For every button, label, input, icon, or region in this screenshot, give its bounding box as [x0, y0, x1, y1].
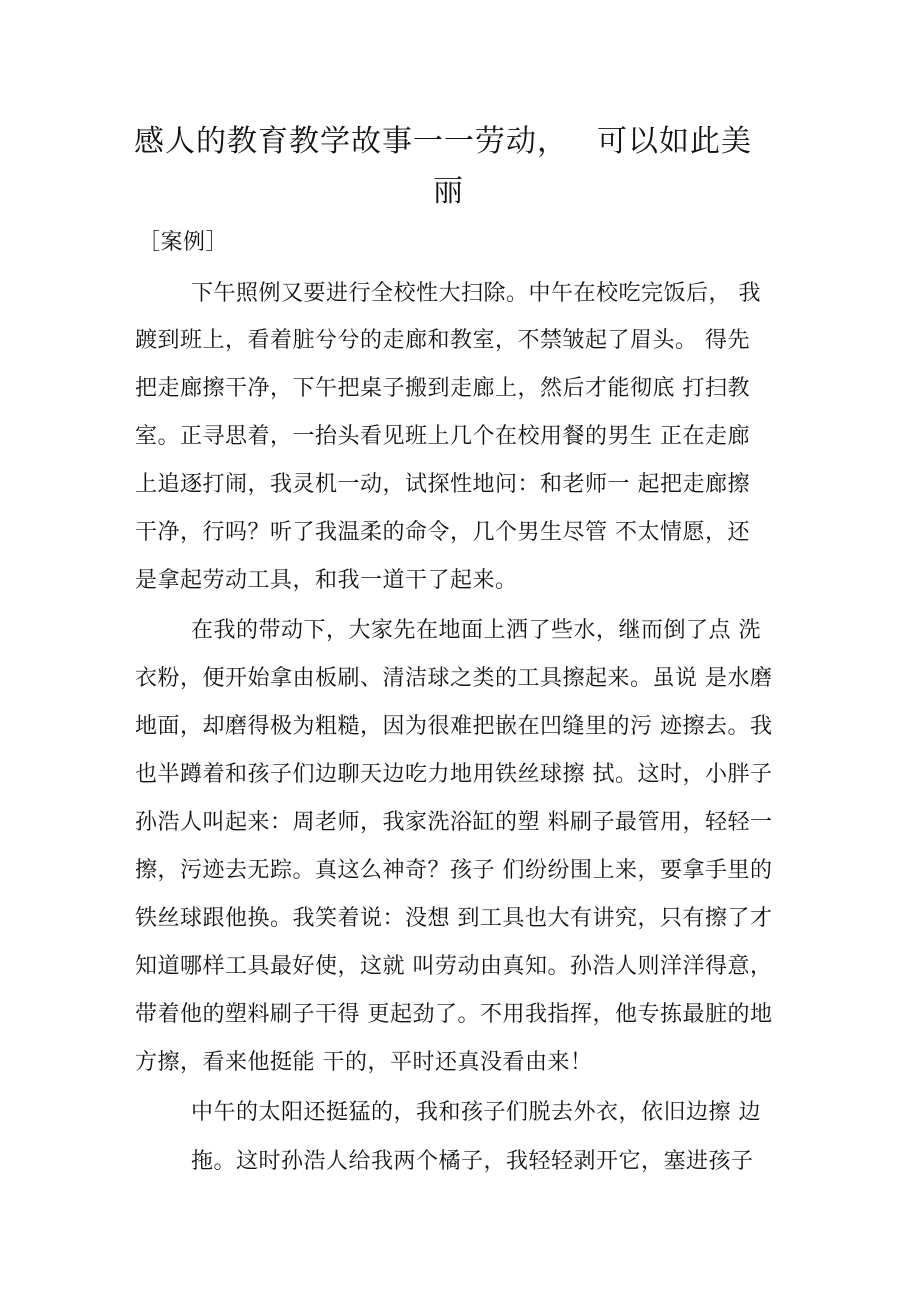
body-line: 拖。这时孙浩人给我两个橘子，我轻轻剥开它，塞进孩子	[191, 1149, 754, 1174]
body-line: 把走廊擦干净，下午把桌子搬到走廊上，然后才能彻底 打扫教	[135, 376, 750, 401]
body-line: 孙浩人叫起来：周老师，我家洗浴缸的塑 料刷子最管用，轻轻一	[135, 810, 773, 835]
body-line: 在我的带动下，大家先在地面上洒了些水，继而倒了点 洗	[191, 618, 761, 643]
document-title-line1: 感人的教育教学故事一一劳动，	[134, 124, 568, 159]
body-line: 中午的太阳还挺猛的，我和孩子们脱去外衣，依旧边擦 边	[191, 1100, 761, 1125]
body-line: 方擦，看来他挺能 干的，平时还真没看由来！	[135, 1050, 593, 1075]
body-line: 地面，却磨得极为粗糙，因为很难把嵌在凹缝里的污 迹擦去。我	[135, 714, 773, 739]
body-line: 也半蹲着和孩子们边聊天边吃力地用铁丝球擦 拭。这时，小胖子	[135, 762, 773, 787]
body-line: 知道哪样工具最好使，这就 叫劳动由真知。孙浩人则洋洋得意，	[135, 954, 773, 979]
body-line: 室。正寻思着，一抬头看见班上几个在校用餐的男生 正在走廊	[135, 424, 750, 449]
body-line: 上追逐打闹，我灵机一动，试探性地问：和老师一 起把走廊擦	[135, 472, 750, 497]
body-line: 带着他的塑料刷子干得 更起劲了。不用我指挥，他专拣最脏的地	[135, 1002, 773, 1027]
body-line: 擦，污迹去无踪。真这么神奇？孩子 们纷纷围上来，要拿手里的	[135, 858, 773, 883]
body-line: 是拿起劳动工具，和我一道干了起来。	[135, 568, 518, 593]
body-line: 干净，行吗？听了我温柔的命令，几个男生尽管 不太情愿，还	[135, 520, 750, 545]
section-label: ［案例］	[138, 230, 229, 255]
body-line: 衣粉，便开始拿由板刷、清洁球之类的工具擦起来。虽说 是水磨	[135, 666, 773, 691]
document-title-line1-end: 可以如此美	[597, 124, 752, 159]
body-line: 下午照例又要进行全校性大扫除。中午在校吃完饭后， 我	[191, 281, 761, 306]
body-line: 铁丝球跟他换。我笑着说：没想 到工具也大有讲究，只有擦了才	[135, 906, 773, 931]
body-line: 踱到班上，看着脏兮兮的走廊和教室，不禁皱起了眉头。 得先	[135, 328, 750, 353]
document-title-line2: 丽	[433, 174, 464, 209]
